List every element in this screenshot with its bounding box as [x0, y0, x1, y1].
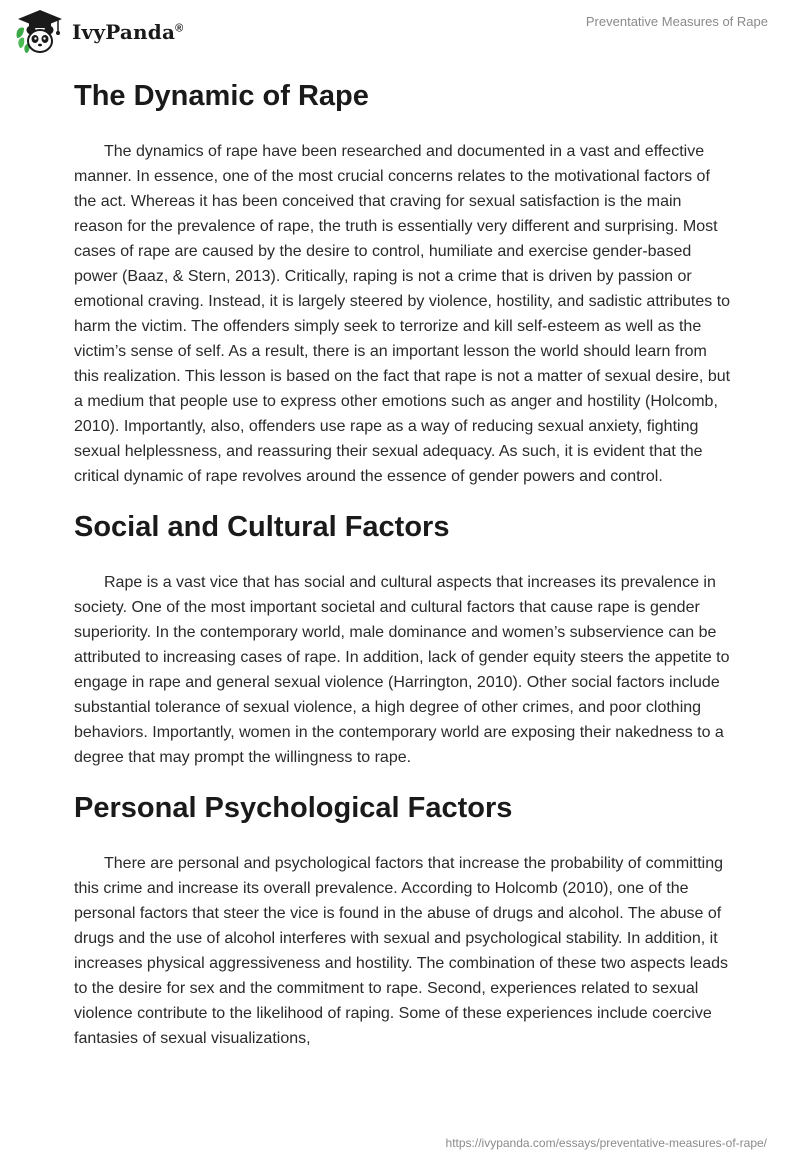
section-heading: The Dynamic of Rape [74, 80, 369, 112]
document-title: Preventative Measures of Rape [585, 14, 768, 29]
section-paragraph: Rape is a vast vice that has social and cultural aspects that increases its prevalence in society. One of the most important societal and cultural factors that cause rape is gender superiority. In the contemporary world, male dominance and women’s subservience can be attributed to increasing cases of rape. In addition, lack of gender equity steers the appetite to engage in rape and general sexual violence (Harrington, 2010). Other social factors include substantial tolerance of sexual violence, a high degree of other crimes, and poor clothing behaviors. Importantly, women in the contemporary world are exposing their nakedness to a degree that may prompt the willingness to rape. [74, 574, 730, 766]
section-dynamic-of-rape [74, 74, 734, 489]
ivypanda-logo[interactable] [14, 8, 183, 56]
panda-graduate-icon [14, 8, 66, 56]
section-heading: Personal Psychological Factors [74, 792, 513, 824]
essay-content [74, 70, 734, 1051]
source-url[interactable]: https://ivypanda.com/essays/preventative-measures-of-rape/ [445, 1136, 767, 1150]
page-header [0, 0, 800, 64]
section-heading: Social and Cultural Factors [74, 511, 450, 543]
section-social-cultural-factors [74, 505, 734, 770]
section-personal-psychological-factors [74, 786, 734, 1051]
section-paragraph: There are personal and psychological factors that increase the probability of committing this crime and increase its overall prevalence. According to Holcomb (2010), one of the personal factors that steer the vice is found in the abuse of drugs and alcohol. The abuse of drugs and the use of alcohol interferes with sexual and psychological stability. In addition, it increases physical aggressiveness and hostility. The combination of these two aspects leads to the desire for sex and the commitment to rape. Second, experiences related to sexual violence contribute to the likelihood of raping. Some of these experiences include coercive fantasies of sexual visualizations, [74, 855, 728, 1047]
section-paragraph: The dynamics of rape have been researched and documented in a vast and effective manner. In essence, one of the most crucial concerns relates to the motivational factors of the act. Whereas it has been conceived that craving for sexual satisfaction is the main reason for the prevalence of rape, the truth is essentially very different and surprising. Most cases of rape are caused by the desire to control, humiliate and exercise gender-based power (Baaz, & Stern, 2013). Critically, raping is not a crime that is driven by passion or emotional craving. Instead, it is largely steered by violence, hostility, and sadistic attributes to harm the victim. The offenders simply seek to terrorize and kill self-esteem as well as the victim’s sense of self. As a result, there is an important lesson the world should learn from this realization. This lesson is based on the fact that rape is not a matter of sexual desire, but a medium that people use to express other emotions such as anger and hostility (Holcomb, 2010). Importantly, also, offenders use rape as a way of reducing sexual anxiety, fighting sexual helplessness, and reassuring their sexual adequacy. As such, it is evident that the critical dynamic of rape revolves around the essence of gender powers and control. [74, 143, 731, 485]
brand-name: IvyPanda® [72, 20, 184, 44]
